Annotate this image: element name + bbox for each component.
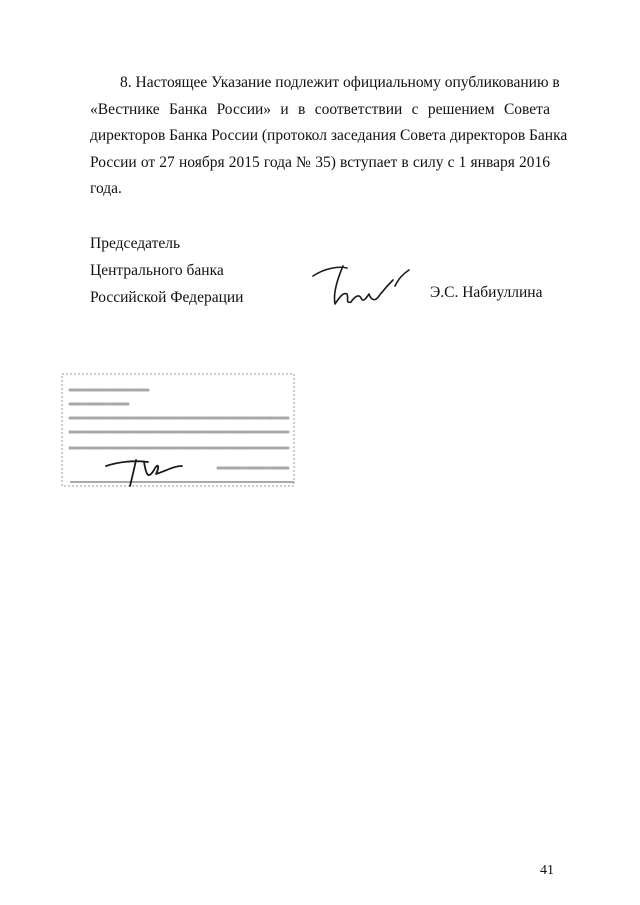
paragraph-line: директоров Банка России (протокол заседания Совета директоров Банка (90, 127, 568, 144)
page-number: 41 (540, 863, 554, 878)
paragraph-line: «Вестнике Банка России» и в соответствии с решением Совета (90, 100, 550, 118)
handwritten-signature (305, 258, 415, 318)
certification-stamp (58, 370, 298, 492)
paragraph-line: года. (90, 180, 122, 197)
paragraph-8 (90, 70, 568, 203)
signatory-title-line: Председатель (90, 235, 181, 252)
paragraph-line: России от 27 ноября 2015 года № 35) вступает в силу с 1 января 2016 (90, 153, 550, 171)
signer-name: Э.С. Набиуллина (430, 284, 543, 301)
signatory-title-line: Российской Федерации (90, 289, 244, 306)
signatory-title-line: Центрального банка (90, 262, 224, 279)
signatory-title (90, 230, 243, 311)
paragraph-line: 8. Настоящее Указание подлежит официальному опубликованию в (120, 74, 560, 91)
